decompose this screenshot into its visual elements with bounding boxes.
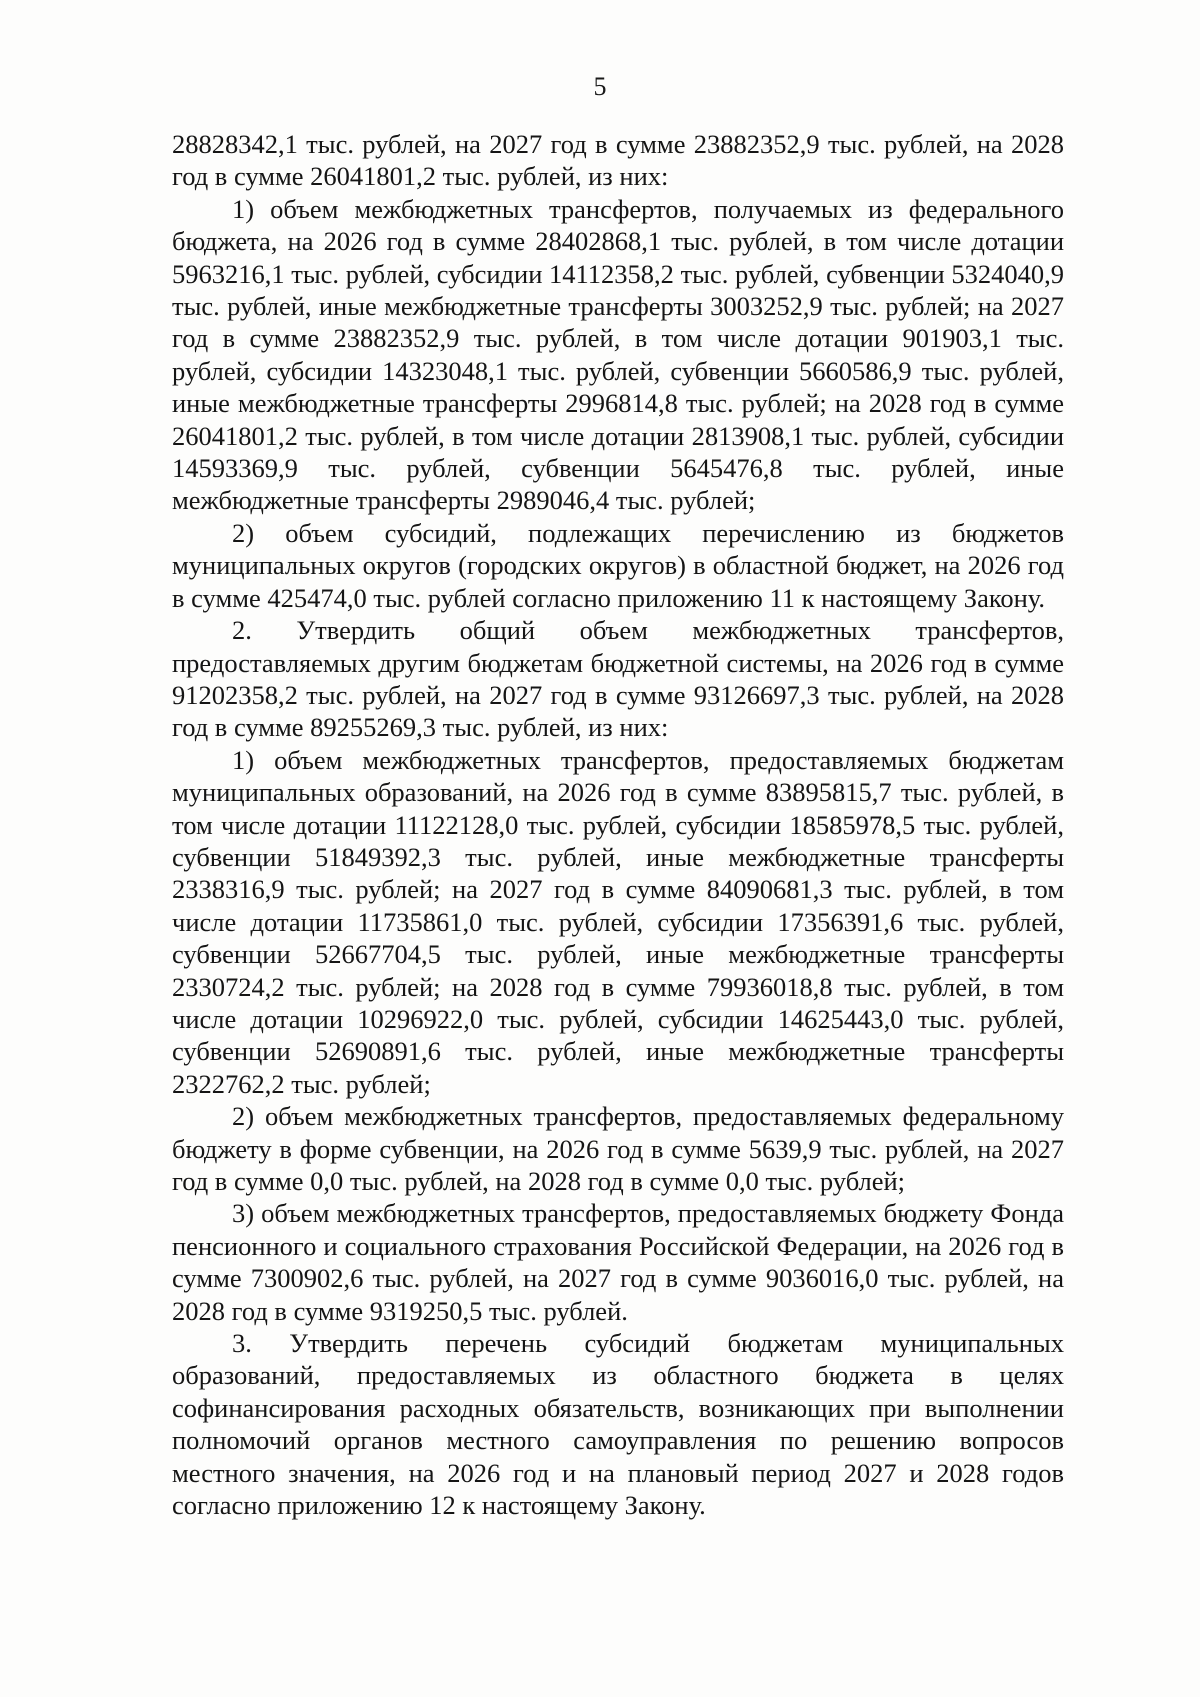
paragraph-item-3-subsidies-list: 3. Утвердить перечень субсидий бюджетам муниципальных образований, предоставляемых из областного бюджета в целях софинансирования расходных обязательств, возникающих при выполнении полномочий органов местного самоуправления по решению вопросов местного значения, на 2026 год и на плановый период 2027 и 2028 годов согласно приложению 12 к настоящему Закону. [172,1328,1064,1521]
paragraph-municipal-transfers: 1) объем межбюджетных трансфертов, предоставляемых бюджетам муниципальных образований, на 2026 год в сумме 83895815,7 тыс. рублей, в том числе дотации 11122128,0 тыс. рублей, субсидии 18585978,5 тыс. рублей, субвенции 51849392,3 тыс. рублей, иные межбюджетные трансферты 2338316,9 тыс. рублей; на 2027 год в сумме 84090681,3 тыс. рублей, в том числе дотации 11735861,0 тыс. рублей, субсидии 17356391,6 тыс. рублей, субвенции 52667704,5 тыс. рублей, иные межбюджетные трансферты 2330724,2 тыс. рублей; на 2028 год в сумме 79936018,8 тыс. рублей, в том числе дотации 10296922,0 тыс. рублей, субсидии 14625443,0 тыс. рублей, субвенции 52690891,6 тыс. рублей, иные межбюджетные трансферты 2322762,2 тыс. рублей; [172,744,1064,1099]
paragraph-item-2-total-transfers: 2. Утвердить общий объем межбюджетных трансфертов, предоставляемых другим бюджетам бюджетной системы, на 2026 год в сумме 91202358,2 тыс. рублей, на 2027 год в сумме 93126697,3 тыс. рублей, на 2028 год в сумме 89255269,3 тыс. рублей, из них: [172,615,1064,743]
document-body [172,128,1064,1521]
paragraph-municipal-subsidies: 2) объем субсидий, подлежащих перечислению из бюджетов муниципальных округов (городских округов) в областной бюджет, на 2026 год в сумме 425474,0 тыс. рублей согласно приложению 11 к настоящему Закону. [172,517,1064,613]
paragraph-federal-budget-subvention: 2) объем межбюджетных трансфертов, предоставляемых федеральному бюджету в форме субвенции, на 2026 год в сумме 5639,9 тыс. рублей, на 2027 год в сумме 0,0 тыс. рублей, на 2028 год в сумме 0,0 тыс. рублей; [172,1101,1064,1196]
paragraph-federal-transfers: 1) объем межбюджетных трансфертов, получаемых из федерального бюджета, на 2026 год в сумме 28402868,1 тыс. рублей, в том числе дотации 5963216,1 тыс. рублей, субсидии 14112358,2 тыс. рублей, субвенции 5324040,9 тыс. рублей, иные межбюджетные трансферты 3003252,9 тыс. рублей; на 2027 год в сумме 23882352,9 тыс. рублей, в том числе дотации 901903,1 тыс. рублей, субсидии 14323048,1 тыс. рублей, субвенции 5660586,9 тыс. рублей, иные межбюджетные трансферты 2996814,8 тыс. рублей; на 2028 год в сумме 26041801,2 тыс. рублей, в том числе дотации 2813908,1 тыс. рублей, субсидии 14593369,9 тыс. рублей, субвенции 5645476,8 тыс. рублей, иные межбюджетные трансферты 2989046,4 тыс. рублей; [172,193,1064,516]
page-number: 5 [593,72,607,101]
paragraph-continuation: 28828342,1 тыс. рублей, на 2027 год в сумме 23882352,9 тыс. рублей, на 2028 год в сумме 26041801,2 тыс. рублей, из них: [172,129,1064,192]
paragraph-pension-fund-transfers: 3) объем межбюджетных трансфертов, предоставляемых бюджету Фонда пенсионного и социального страхования Российской Федерации, на 2026 год в сумме 7300902,6 тыс. рублей, на 2027 год в сумме 9036016,0 тыс. рублей, на 2028 год в сумме 9319250,5 тыс. рублей. [172,1198,1064,1326]
